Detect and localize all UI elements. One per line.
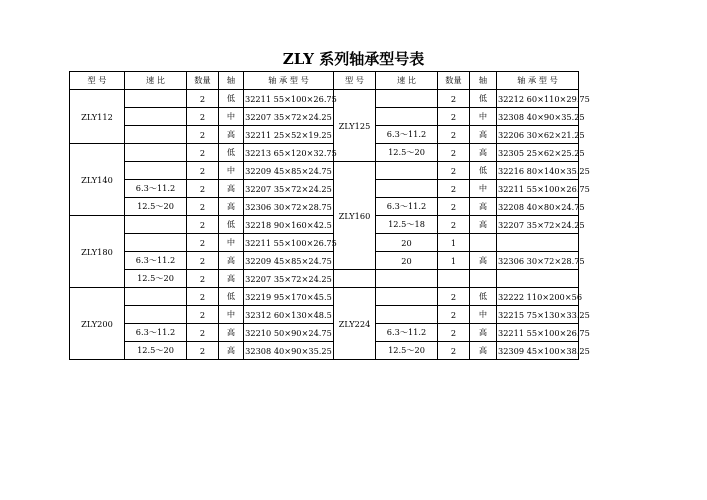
shaft-cell: 高	[219, 324, 244, 342]
ratio-cell: 12.5～20	[125, 270, 187, 288]
shaft-cell: 高	[470, 144, 497, 162]
bearing-cell: 32306 30×72×28.75	[244, 198, 334, 216]
column-header: 速 比	[125, 72, 187, 90]
ratio-cell	[376, 108, 438, 126]
table-row	[70, 270, 579, 288]
shaft-cell: 高	[219, 198, 244, 216]
qty-cell: 2	[438, 108, 470, 126]
model-cell: ZLY180	[70, 216, 125, 288]
model-cell: ZLY125	[334, 90, 376, 162]
table-row	[70, 324, 579, 342]
table-row	[70, 126, 579, 144]
shaft-cell: 高	[470, 126, 497, 144]
qty-cell: 2	[187, 216, 219, 234]
bearing-cell: 32211 55×100×26.75	[244, 90, 334, 108]
qty-cell: 2	[438, 216, 470, 234]
shaft-cell	[470, 234, 497, 252]
bearing-cell: 32308 40×90×35.25	[497, 108, 579, 126]
qty-cell: 2	[187, 126, 219, 144]
shaft-cell: 高	[470, 216, 497, 234]
model-cell: ZLY224	[334, 288, 376, 360]
ratio-cell	[125, 108, 187, 126]
column-header: 数量	[187, 72, 219, 90]
shaft-cell: 高	[219, 342, 244, 360]
shaft-cell: 高	[470, 252, 497, 270]
shaft-cell: 低	[470, 162, 497, 180]
qty-cell: 2	[438, 306, 470, 324]
qty-cell: 1	[438, 252, 470, 270]
ratio-cell	[376, 288, 438, 306]
ratio-cell	[125, 162, 187, 180]
bearing-cell: 32218 90×160×42.5	[244, 216, 334, 234]
table-row	[70, 216, 579, 234]
ratio-cell	[376, 306, 438, 324]
qty-cell: 1	[438, 234, 470, 252]
ratio-cell	[376, 180, 438, 198]
shaft-cell: 中	[470, 108, 497, 126]
shaft-cell: 低	[219, 216, 244, 234]
ratio-cell: 6.3～11.2	[125, 252, 187, 270]
bearing-cell: 32210 50×90×24.75	[244, 324, 334, 342]
bearing-cell: 32306 30×72×28.75	[497, 252, 579, 270]
table-row	[70, 90, 579, 108]
column-header: 轴 承 型 号	[497, 72, 579, 90]
qty-cell: 2	[187, 288, 219, 306]
page-title: ZLY 系列轴承型号表	[282, 50, 425, 68]
column-header: 轴	[219, 72, 244, 90]
bearing-cell: 32207 35×72×24.25	[244, 108, 334, 126]
qty-cell: 2	[187, 180, 219, 198]
ratio-cell: 12.5～20	[125, 342, 187, 360]
qty-cell: 2	[438, 126, 470, 144]
bearing-cell: 32211 55×100×26.75	[497, 324, 579, 342]
shaft-cell: 低	[470, 288, 497, 306]
model-cell: ZLY200	[70, 288, 125, 360]
column-header: 数量	[438, 72, 470, 90]
shaft-cell: 中	[219, 162, 244, 180]
ratio-cell	[376, 270, 438, 288]
table-row	[70, 306, 579, 324]
ratio-cell: 12.5～20	[125, 198, 187, 216]
bearing-cell: 32312 60×130×48.5	[244, 306, 334, 324]
table-row	[70, 144, 579, 162]
ratio-cell	[125, 234, 187, 252]
header-row	[70, 72, 579, 90]
bearing-cell: 32216 80×140×35.25	[497, 162, 579, 180]
shaft-cell: 低	[219, 90, 244, 108]
ratio-cell: 6.3～11.2	[376, 324, 438, 342]
qty-cell: 2	[187, 162, 219, 180]
table-row	[70, 342, 579, 360]
bearing-cell: 32308 40×90×35.25	[244, 342, 334, 360]
shaft-cell: 高	[219, 270, 244, 288]
qty-cell: 2	[438, 144, 470, 162]
qty-cell: 2	[438, 180, 470, 198]
qty-cell: 2	[438, 342, 470, 360]
qty-cell: 2	[187, 342, 219, 360]
shaft-cell: 高	[470, 198, 497, 216]
ratio-cell: 6.3～11.2	[376, 126, 438, 144]
column-header: 型 号	[334, 72, 376, 90]
qty-cell: 2	[187, 108, 219, 126]
ratio-cell: 6.3～11.2	[125, 324, 187, 342]
shaft-cell: 高	[470, 342, 497, 360]
shaft-cell: 低	[470, 90, 497, 108]
ratio-cell	[125, 216, 187, 234]
qty-cell: 2	[187, 144, 219, 162]
qty-cell: 2	[438, 288, 470, 306]
column-header: 轴	[470, 72, 497, 90]
shaft-cell: 中	[219, 234, 244, 252]
model-cell: ZLY140	[70, 144, 125, 216]
bearing-cell	[497, 234, 579, 252]
bearing-cell: 32219 95×170×45.5	[244, 288, 334, 306]
model-cell: ZLY160	[334, 162, 376, 270]
ratio-cell	[125, 144, 187, 162]
qty-cell: 2	[187, 234, 219, 252]
shaft-cell: 低	[219, 144, 244, 162]
qty-cell: 2	[187, 306, 219, 324]
ratio-cell: 20	[376, 252, 438, 270]
qty-cell: 2	[438, 198, 470, 216]
table-body	[70, 90, 590, 360]
qty-cell: 2	[438, 324, 470, 342]
shaft-cell: 中	[470, 180, 497, 198]
bearing-cell: 32206 30×62×21.25	[497, 126, 579, 144]
table-row	[70, 162, 579, 180]
qty-cell: 2	[187, 270, 219, 288]
ratio-cell: 6.3～11.2	[125, 180, 187, 198]
shaft-cell: 高	[219, 126, 244, 144]
qty-cell: 2	[438, 90, 470, 108]
ratio-cell	[125, 288, 187, 306]
bearing-cell: 32305 25×62×25.25	[497, 144, 579, 162]
table-row	[70, 180, 579, 198]
ratio-cell	[376, 162, 438, 180]
table-row	[70, 198, 579, 216]
ratio-cell: 12.5～20	[376, 144, 438, 162]
shaft-cell: 中	[219, 108, 244, 126]
bearing-cell	[497, 270, 579, 288]
bearing-cell: 32211 55×100×26.75	[244, 234, 334, 252]
table-row	[70, 108, 579, 126]
shaft-cell: 高	[219, 180, 244, 198]
shaft-cell: 中	[470, 306, 497, 324]
bearing-cell: 32212 60×110×29.75	[497, 90, 579, 108]
bearing-cell: 32207 35×72×24.25	[244, 180, 334, 198]
ratio-cell: 20	[376, 234, 438, 252]
bearing-cell: 32222 110×200×56	[497, 288, 579, 306]
qty-cell: 2	[187, 198, 219, 216]
ratio-cell	[125, 126, 187, 144]
qty-cell: 2	[187, 252, 219, 270]
table-row	[70, 252, 579, 270]
shaft-cell: 高	[470, 324, 497, 342]
qty-cell	[438, 270, 470, 288]
bearing-cell: 32211 55×100×26.75	[497, 180, 579, 198]
ratio-cell: 12.5～20	[376, 342, 438, 360]
column-header: 速 比	[376, 72, 438, 90]
bearing-cell: 32213 65×120×32.75	[244, 144, 334, 162]
column-header: 轴 承 型 号	[244, 72, 334, 90]
table-row	[70, 288, 579, 306]
bearing-cell: 32309 45×100×38.25	[497, 342, 579, 360]
column-header: 型 号	[70, 72, 125, 90]
bearing-cell: 32207 35×72×24.25	[244, 270, 334, 288]
bearing-cell: 32208 40×80×24.75	[497, 198, 579, 216]
bearing-cell: 32207 35×72×24.25	[497, 216, 579, 234]
model-cell	[334, 270, 376, 288]
bearing-table	[69, 71, 590, 360]
model-cell: ZLY112	[70, 90, 125, 144]
shaft-cell	[470, 270, 497, 288]
ratio-cell	[125, 306, 187, 324]
shaft-cell: 高	[219, 252, 244, 270]
shaft-cell: 中	[219, 306, 244, 324]
bearing-cell: 32209 45×85×24.75	[244, 252, 334, 270]
bearing-cell: 32211 25×52×19.25	[244, 126, 334, 144]
ratio-cell	[125, 90, 187, 108]
bearing-cell: 32209 45×85×24.75	[244, 162, 334, 180]
table-row	[70, 234, 579, 252]
shaft-cell: 低	[219, 288, 244, 306]
qty-cell: 2	[187, 90, 219, 108]
bearing-cell: 32215 75×130×33.25	[497, 306, 579, 324]
ratio-cell	[376, 90, 438, 108]
qty-cell: 2	[187, 324, 219, 342]
ratio-cell: 6.3～11.2	[376, 198, 438, 216]
qty-cell: 2	[438, 162, 470, 180]
ratio-cell: 12.5～18	[376, 216, 438, 234]
